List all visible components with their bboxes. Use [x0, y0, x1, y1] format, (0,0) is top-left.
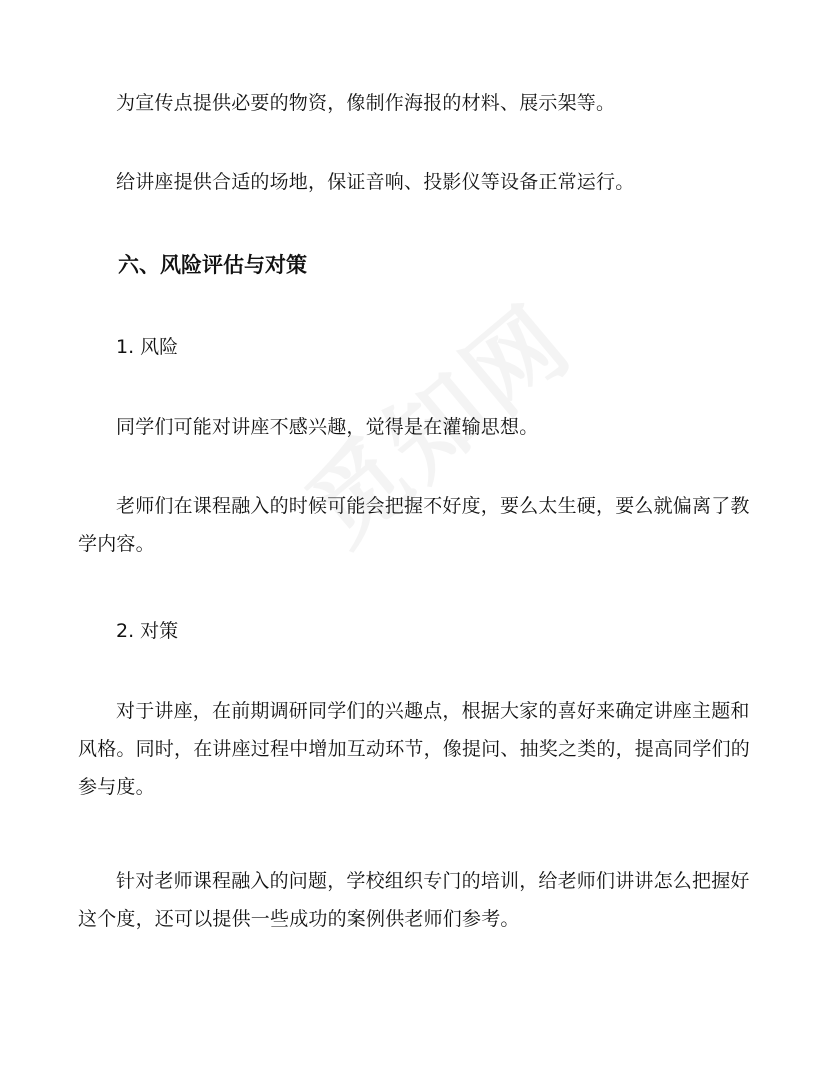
paragraph-venue: 给讲座提供合适的场地，保证音响、投影仪等设备正常运行。	[116, 171, 635, 193]
paragraph-countermeasure-lecture: 对于讲座，在前期调研同学们的兴趣点，根据大家的喜好来确定讲座主题和风格。同时，在讲座过程中增加互动环节，像提问、抽奖之类的，提高同学们的参与度。	[78, 700, 751, 798]
subheading-countermeasure: 2. 对策	[116, 620, 179, 642]
section-heading: 六、风险评估与对策	[118, 253, 307, 277]
paragraph-risk-students: 同学们可能对讲座不感兴趣，觉得是在灌输思想。	[116, 416, 539, 438]
paragraph-risk-teachers: 老师们在课程融入的时候可能会把握不好度，要么太生硬，要么就偏离了教学内容。	[78, 495, 750, 555]
paragraph-supplies: 为宣传点提供必要的物资，像制作海报的材料、展示架等。	[116, 92, 616, 114]
paragraph-countermeasure-training: 针对老师课程融入的问题，学校组织专门的培训，给老师们讲讲怎么把握好这个度，还可以提供一些成功的案例供老师们参考。	[78, 870, 750, 930]
subheading-risk: 1. 风险	[116, 336, 179, 358]
